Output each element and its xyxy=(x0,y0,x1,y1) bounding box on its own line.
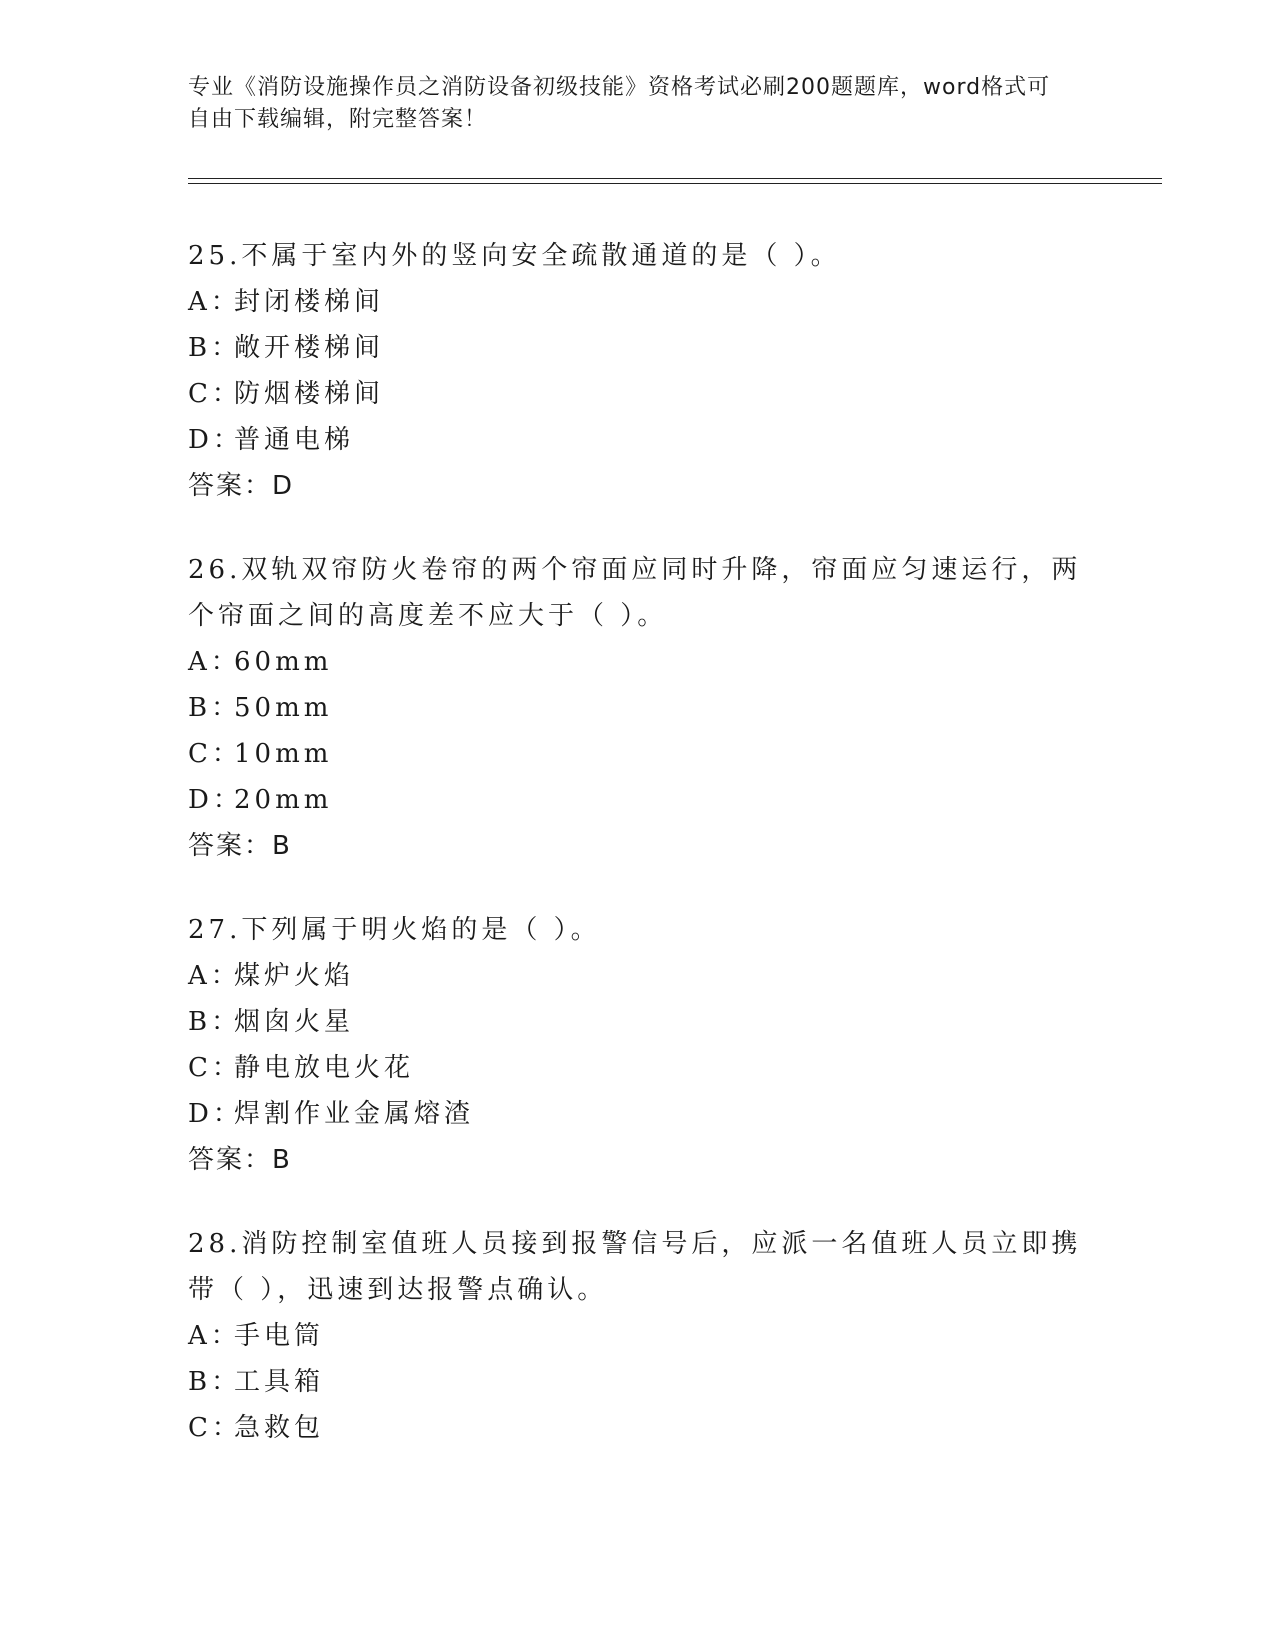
option-text: 焊割作业金属熔渣 xyxy=(234,1099,475,1129)
option-text: 20mm xyxy=(234,785,333,815)
option-b xyxy=(188,999,1088,1045)
option-d xyxy=(188,1091,1088,1137)
option-c xyxy=(188,371,1088,417)
answer-label: 答案：B xyxy=(188,831,292,861)
question-stem: 27.下列属于明火焰的是（ ）。 xyxy=(188,915,601,945)
option-text: 急救包 xyxy=(234,1413,325,1443)
option-text: 敞开楼梯间 xyxy=(234,333,385,363)
option-key: C： xyxy=(188,379,242,409)
header-divider-top xyxy=(188,178,1162,179)
option-d xyxy=(188,777,1088,823)
option-c xyxy=(188,1405,1088,1451)
option-key: C： xyxy=(188,1413,242,1443)
option-key: D： xyxy=(188,785,243,815)
option-c xyxy=(188,731,1088,777)
option-text: 50mm xyxy=(234,693,333,723)
option-text: 手电筒 xyxy=(234,1321,325,1351)
option-key: C： xyxy=(188,739,242,769)
option-key: D： xyxy=(188,425,243,455)
option-key: B： xyxy=(188,1367,242,1397)
answer-label: 答案：D xyxy=(188,471,295,501)
question-25 xyxy=(188,233,1088,509)
option-b xyxy=(188,685,1088,731)
option-a xyxy=(188,1313,1088,1359)
option-text: 烟囱火星 xyxy=(234,1007,355,1037)
option-key: B： xyxy=(188,693,242,723)
answer-label: 答案：B xyxy=(188,1145,292,1175)
option-a xyxy=(188,953,1088,999)
question-stem: 25.不属于室内外的竖向安全疏散通道的是（ ）。 xyxy=(188,241,841,271)
option-text: 静电放电火花 xyxy=(234,1053,415,1083)
option-key: B： xyxy=(188,1007,242,1037)
option-key: B： xyxy=(188,333,242,363)
option-text: 防烟楼梯间 xyxy=(234,379,385,409)
option-d xyxy=(188,417,1088,463)
option-key: C： xyxy=(188,1053,242,1083)
option-key: A： xyxy=(188,647,241,677)
option-key: A： xyxy=(188,287,241,317)
option-a xyxy=(188,279,1088,325)
option-b xyxy=(188,325,1088,371)
option-text: 煤炉火焰 xyxy=(234,961,355,991)
option-b xyxy=(188,1359,1088,1405)
option-text: 封闭楼梯间 xyxy=(234,287,385,317)
option-text: 10mm xyxy=(234,739,333,769)
question-stem: 28.消防控制室值班人员接到报警信号后，应派一名值班人员立即携带（ ），迅速到达报警点确认。 xyxy=(188,1229,1082,1305)
option-key: A： xyxy=(188,961,241,991)
option-text: 工具箱 xyxy=(234,1367,325,1397)
question-26 xyxy=(188,547,1088,869)
question-list xyxy=(188,233,1088,1489)
question-27 xyxy=(188,907,1088,1183)
option-a xyxy=(188,639,1088,685)
option-key: D： xyxy=(188,1099,243,1129)
document-header: 专业《消防设施操作员之消防设备初级技能》资格考试必刷200题题库，word格式可自由下载编辑，附完整答案！ xyxy=(188,75,1051,132)
option-c xyxy=(188,1045,1088,1091)
question-stem: 26.双轨双帘防火卷帘的两个帘面应同时升降，帘面应匀速运行，两个帘面之间的高度差不应大于（ ）。 xyxy=(188,555,1082,631)
header-divider-bottom xyxy=(188,183,1162,184)
option-text: 60mm xyxy=(234,647,333,677)
question-28 xyxy=(188,1221,1088,1451)
option-text: 普通电梯 xyxy=(234,425,355,455)
option-key: A： xyxy=(188,1321,241,1351)
